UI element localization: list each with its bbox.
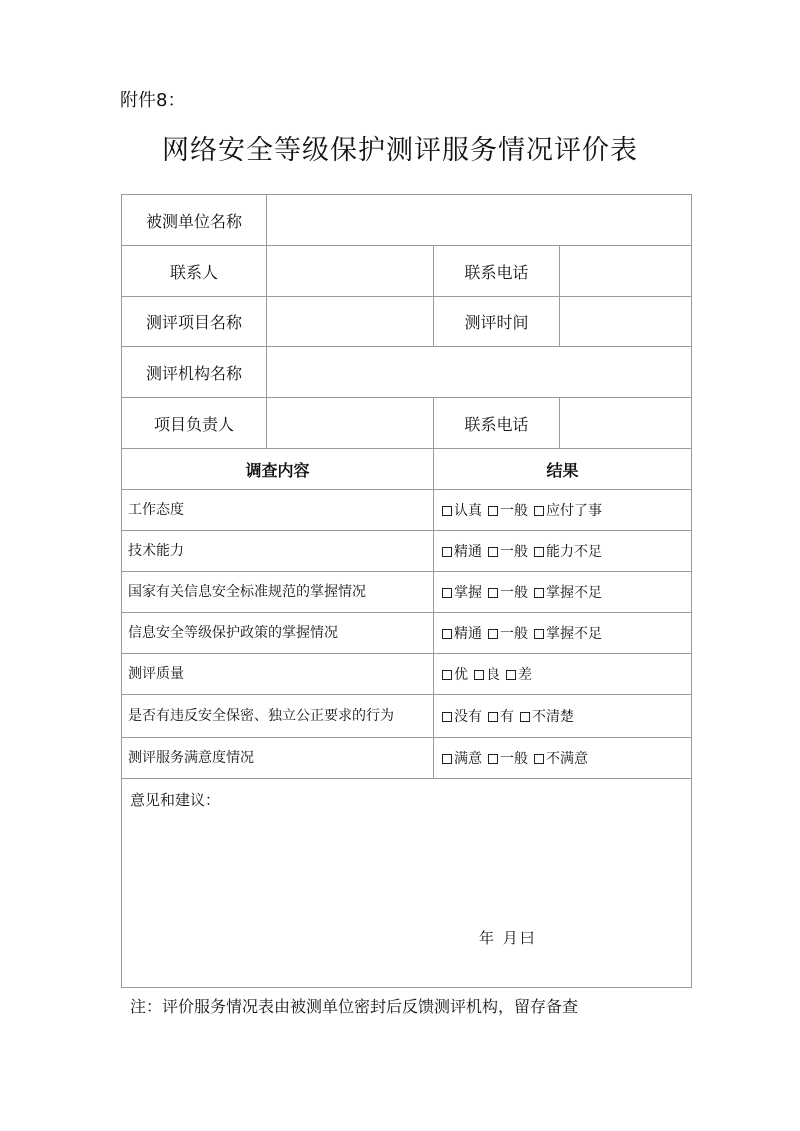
checkbox-icon[interactable] [442,588,452,598]
option-label: 一般 [500,626,528,642]
survey-question: 国家有关信息安全标准规范的掌握情况 [122,572,434,613]
survey-options [434,531,692,572]
checkbox-icon[interactable] [442,547,452,557]
option-label: 能力不足 [546,544,602,560]
checkbox-icon[interactable] [488,754,498,764]
option-label: 有 [500,709,514,725]
checkbox-icon[interactable] [442,712,452,722]
survey-question: 技术能力 [122,531,434,572]
survey-options [434,490,692,531]
option-label: 良 [486,667,500,683]
option-label: 精通 [454,626,482,642]
option-label: 不满意 [546,751,588,767]
checkbox-icon[interactable] [442,629,452,639]
survey-row [122,531,692,572]
option-label: 一般 [500,751,528,767]
checkbox-icon[interactable] [442,670,452,680]
footnote: 注：评价服务情况表由被测单位密封后反馈测评机构，留存备查 [130,997,579,1016]
project-lead-label: 项目负责人 [122,398,267,449]
date-line: 年 月曰 [479,929,537,947]
form-title: 网络安全等级保护测评服务情况评价表 [162,135,638,166]
survey-question: 测评服务满意度情况 [122,738,434,779]
survey-question: 信息安全等级保护政策的掌握情况 [122,613,434,654]
phone-field[interactable] [560,246,692,297]
checkbox-icon[interactable] [442,754,452,764]
checkbox-icon[interactable] [488,506,498,516]
survey-question: 测评质量 [122,654,434,695]
survey-options [434,613,692,654]
survey-row [122,490,692,531]
checkbox-icon[interactable] [534,629,544,639]
phone2-label: 联系电话 [434,398,560,449]
option-label: 掌握不足 [546,585,602,601]
eval-time-field[interactable] [560,297,692,347]
checkbox-icon[interactable] [534,547,544,557]
checkbox-icon[interactable] [488,588,498,598]
option-label: 没有 [454,709,482,725]
checkbox-icon[interactable] [534,588,544,598]
option-label: 一般 [500,503,528,519]
survey-row [122,572,692,613]
checkbox-icon[interactable] [520,712,530,722]
eval-time-label: 测评时间 [434,297,560,347]
survey-result-header: 结果 [434,449,692,490]
option-label: 掌握不足 [546,626,602,642]
survey-row [122,654,692,695]
project-name-label: 测评项目名称 [122,297,267,347]
attachment-label: 附件8： [120,90,186,111]
survey-question: 工作态度 [122,490,434,531]
checkbox-icon[interactable] [488,547,498,557]
unit-name-label: 被测单位名称 [122,195,267,246]
survey-options [434,738,692,779]
phone-label: 联系电话 [434,246,560,297]
org-name-field[interactable] [267,347,692,398]
option-label: 一般 [500,585,528,601]
contact-field[interactable] [267,246,434,297]
survey-row [122,613,692,654]
phone2-field[interactable] [560,398,692,449]
option-label: 差 [518,667,532,683]
checkbox-icon[interactable] [474,670,484,680]
survey-options [434,695,692,738]
survey-content-header: 调查内容 [122,449,434,490]
option-label: 不清楚 [532,709,574,725]
option-label: 满意 [454,751,482,767]
survey-options [434,572,692,613]
option-label: 精通 [454,544,482,560]
suggestions-area[interactable] [122,779,692,988]
option-label: 应付了事 [546,503,602,519]
checkbox-icon[interactable] [488,629,498,639]
checkbox-icon[interactable] [534,754,544,764]
suggestions-label: 意见和建议： [130,791,221,809]
evaluation-form-table [121,194,692,988]
unit-name-field[interactable] [267,195,692,246]
option-label: 优 [454,667,468,683]
survey-row [122,695,692,738]
project-name-field[interactable] [267,297,434,347]
project-lead-field[interactable] [267,398,434,449]
option-label: 一般 [500,544,528,560]
org-name-label: 测评机构名称 [122,347,267,398]
survey-row [122,738,692,779]
survey-question: 是否有违反安全保密、独立公正要求的行为 [122,695,434,738]
option-label: 认真 [454,503,482,519]
checkbox-icon[interactable] [534,506,544,516]
survey-options [434,654,692,695]
checkbox-icon[interactable] [442,506,452,516]
option-label: 掌握 [454,585,482,601]
contact-label: 联系人 [122,246,267,297]
checkbox-icon[interactable] [506,670,516,680]
checkbox-icon[interactable] [488,712,498,722]
